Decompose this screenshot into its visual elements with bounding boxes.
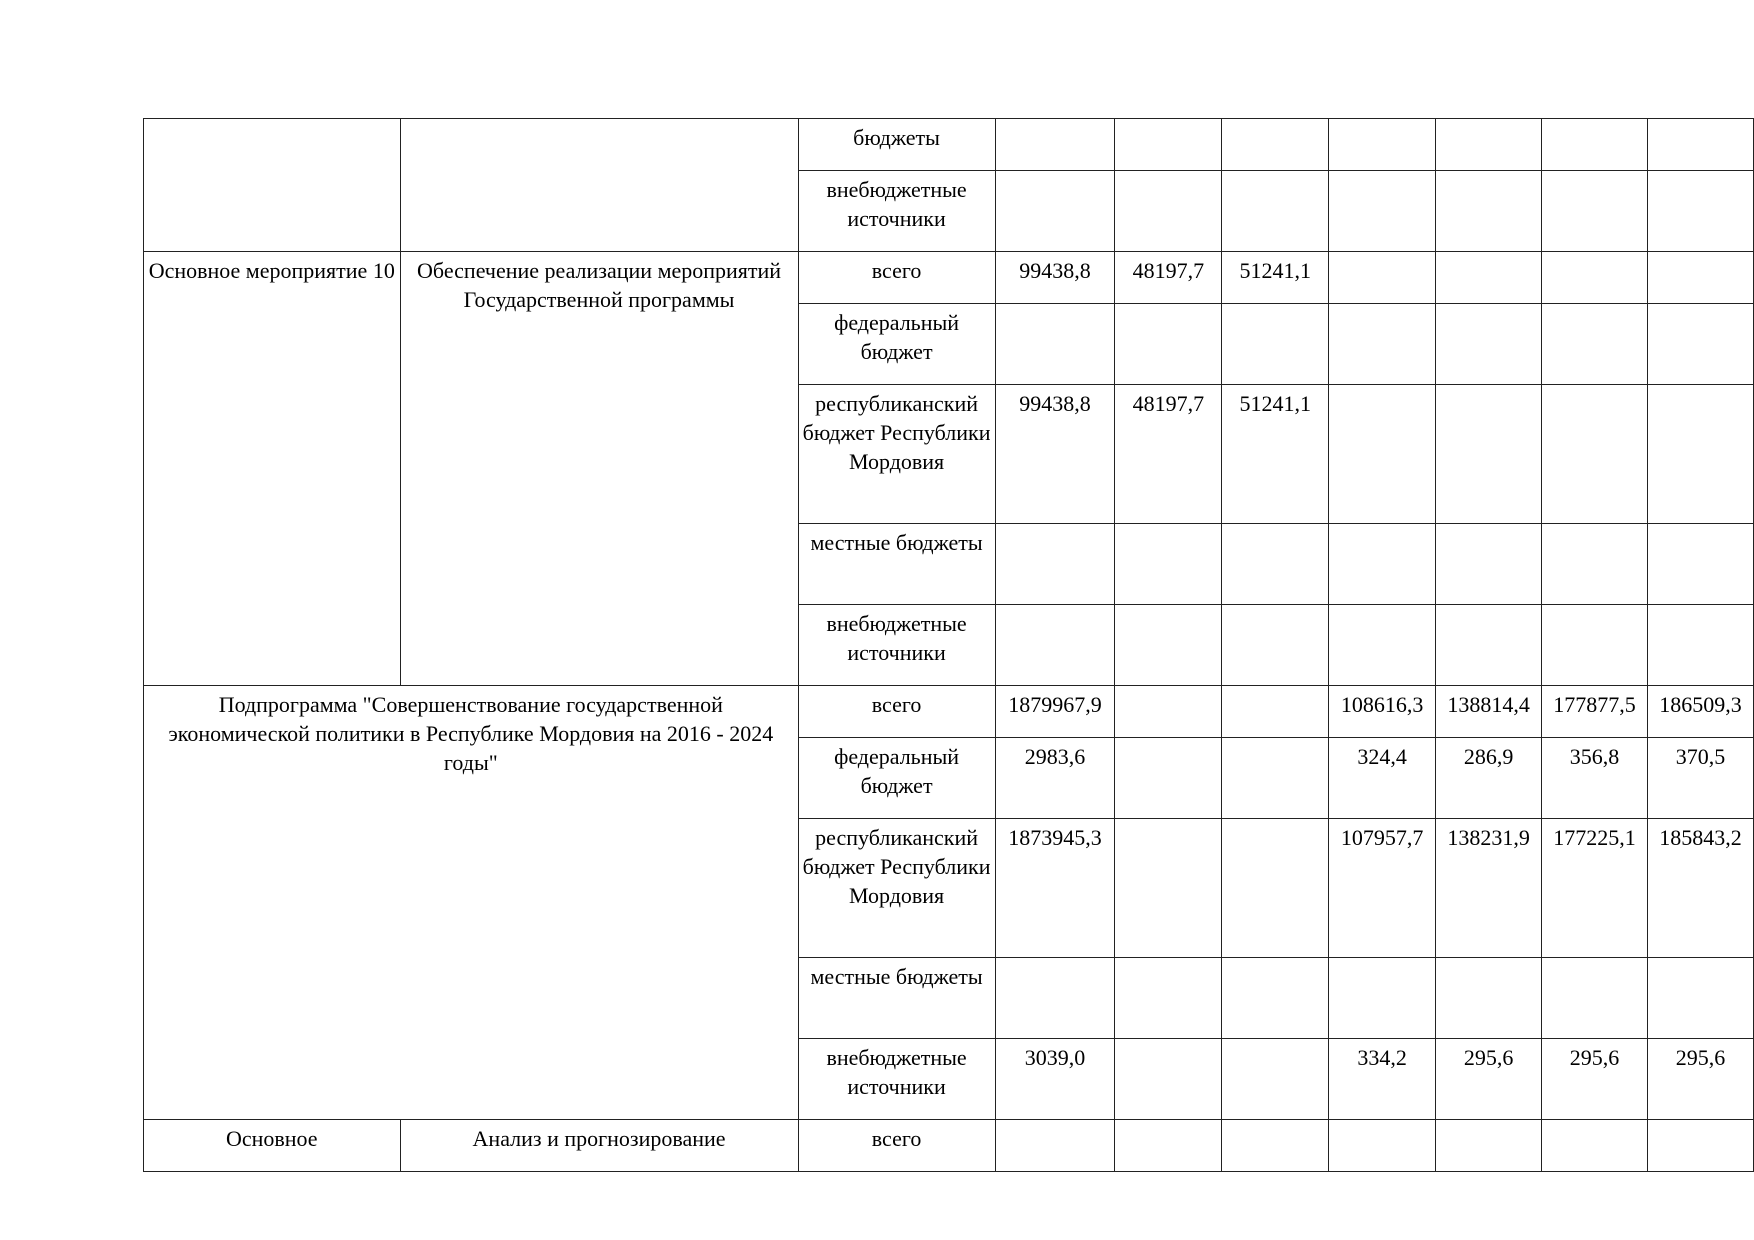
measure-name-cell (400, 119, 798, 252)
table-row (144, 252, 1754, 304)
measure-code-cell (144, 119, 401, 252)
value-cell (1329, 171, 1436, 252)
value-cell (1115, 524, 1222, 605)
value-cell (1222, 819, 1329, 958)
value-cell (1329, 385, 1436, 524)
value-cell (1115, 605, 1222, 686)
funding-source-cell: всего (798, 686, 995, 738)
value-cell: 108616,3 (1329, 686, 1436, 738)
value-cell (1648, 524, 1754, 605)
value-cell (1648, 958, 1754, 1039)
value-cell: 324,4 (1329, 738, 1436, 819)
funding-source-cell: бюджеты (798, 119, 995, 171)
funding-source-cell: внебюджетные источники (798, 1039, 995, 1120)
value-cell (1222, 304, 1329, 385)
value-cell (1542, 524, 1648, 605)
value-cell (1436, 385, 1542, 524)
value-cell (1115, 119, 1222, 171)
table-row (144, 1120, 1754, 1172)
value-cell (1329, 605, 1436, 686)
value-cell (1115, 304, 1222, 385)
funding-source-cell: местные бюджеты (798, 958, 995, 1039)
value-cell (1542, 958, 1648, 1039)
measure-code-cell: Основное мероприятие 10 (144, 252, 401, 686)
value-cell: 177225,1 (1542, 819, 1648, 958)
value-cell: 48197,7 (1115, 252, 1222, 304)
value-cell (1115, 958, 1222, 1039)
value-cell (1436, 119, 1542, 171)
value-cell (1542, 252, 1648, 304)
value-cell: 286,9 (1436, 738, 1542, 819)
value-cell (995, 1120, 1115, 1172)
value-cell (995, 605, 1115, 686)
value-cell: 138231,9 (1436, 819, 1542, 958)
value-cell (1115, 1039, 1222, 1120)
value-cell (1222, 605, 1329, 686)
value-cell (1542, 171, 1648, 252)
measure-name-cell: Обеспечение реализации мероприятий Государственной программы (400, 252, 798, 686)
value-cell: 138814,4 (1436, 686, 1542, 738)
value-cell (1648, 605, 1754, 686)
value-cell: 295,6 (1648, 1039, 1754, 1120)
funding-source-cell: внебюджетные источники (798, 605, 995, 686)
value-cell (1222, 524, 1329, 605)
value-cell (1648, 1120, 1754, 1172)
value-cell: 1873945,3 (995, 819, 1115, 958)
value-cell (995, 171, 1115, 252)
value-cell (1436, 1120, 1542, 1172)
value-cell (1222, 119, 1329, 171)
value-cell (1648, 171, 1754, 252)
value-cell (995, 119, 1115, 171)
value-cell (1542, 119, 1648, 171)
table-row (144, 119, 1754, 171)
value-cell: 1879967,9 (995, 686, 1115, 738)
measure-code-cell: Основное (144, 1120, 401, 1172)
value-cell (995, 304, 1115, 385)
value-cell (1115, 686, 1222, 738)
value-cell (995, 958, 1115, 1039)
funding-source-cell: республиканский бюджет Республики Мордовия (798, 819, 995, 958)
value-cell (1115, 819, 1222, 958)
value-cell (1542, 304, 1648, 385)
value-cell: 186509,3 (1648, 686, 1754, 738)
value-cell: 51241,1 (1222, 252, 1329, 304)
value-cell: 48197,7 (1115, 385, 1222, 524)
value-cell: 334,2 (1329, 1039, 1436, 1120)
value-cell (1222, 686, 1329, 738)
funding-source-cell: республиканский бюджет Республики Мордовия (798, 385, 995, 524)
value-cell (1648, 385, 1754, 524)
value-cell (1329, 958, 1436, 1039)
value-cell (1436, 605, 1542, 686)
value-cell (1329, 1120, 1436, 1172)
funding-source-cell: всего (798, 252, 995, 304)
value-cell: 177877,5 (1542, 686, 1648, 738)
measure-name-cell: Анализ и прогнозирование (400, 1120, 798, 1172)
funding-source-cell: федеральный бюджет (798, 738, 995, 819)
value-cell: 185843,2 (1648, 819, 1754, 958)
value-cell (1436, 524, 1542, 605)
value-cell (1648, 119, 1754, 171)
value-cell (1115, 171, 1222, 252)
value-cell: 370,5 (1648, 738, 1754, 819)
subprogram-title-cell: Подпрограмма "Совершенствование государственной экономической политики в Республике Мордовия на 2016 - 2024 годы" (144, 686, 799, 1120)
value-cell (1222, 738, 1329, 819)
value-cell (1648, 252, 1754, 304)
budget-table (143, 118, 1754, 1172)
value-cell: 107957,7 (1329, 819, 1436, 958)
funding-source-cell: всего (798, 1120, 995, 1172)
value-cell (1329, 304, 1436, 385)
value-cell: 356,8 (1542, 738, 1648, 819)
value-cell (1542, 605, 1648, 686)
value-cell: 2983,6 (995, 738, 1115, 819)
value-cell (1115, 738, 1222, 819)
funding-source-cell: внебюджетные источники (798, 171, 995, 252)
value-cell (1329, 524, 1436, 605)
value-cell: 295,6 (1542, 1039, 1648, 1120)
value-cell: 51241,1 (1222, 385, 1329, 524)
value-cell (995, 524, 1115, 605)
value-cell (1542, 385, 1648, 524)
value-cell (1222, 958, 1329, 1039)
value-cell (1222, 171, 1329, 252)
value-cell: 99438,8 (995, 385, 1115, 524)
value-cell: 99438,8 (995, 252, 1115, 304)
value-cell (1542, 1120, 1648, 1172)
funding-source-cell: федеральный бюджет (798, 304, 995, 385)
value-cell (1436, 252, 1542, 304)
value-cell (1436, 171, 1542, 252)
value-cell: 295,6 (1436, 1039, 1542, 1120)
value-cell (1436, 304, 1542, 385)
table-row (144, 686, 1754, 738)
value-cell (1436, 958, 1542, 1039)
value-cell: 3039,0 (995, 1039, 1115, 1120)
value-cell (1222, 1039, 1329, 1120)
value-cell (1329, 119, 1436, 171)
value-cell (1329, 252, 1436, 304)
value-cell (1648, 304, 1754, 385)
value-cell (1115, 1120, 1222, 1172)
value-cell (1222, 1120, 1329, 1172)
funding-source-cell: местные бюджеты (798, 524, 995, 605)
